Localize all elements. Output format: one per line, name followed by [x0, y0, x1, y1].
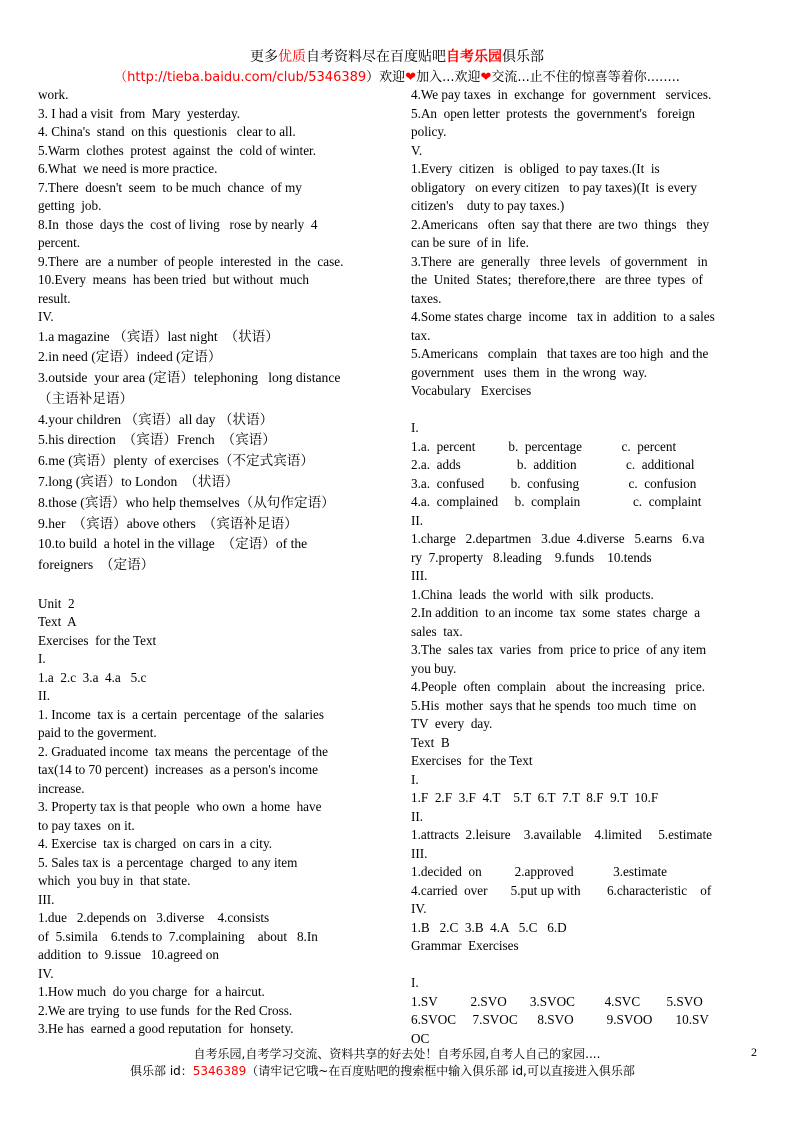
text-line: 4. China's stand on this questionis clear to all.	[38, 124, 296, 139]
header-text: ）欢迎	[366, 70, 406, 85]
header-text: 加入...欢迎	[416, 70, 481, 85]
right-column	[411, 86, 761, 1048]
text-line: 6.What we need is more practice.	[38, 161, 218, 176]
text-line: III.	[411, 845, 428, 861]
text-line: of 5.simila 6.tends to 7.complaining about 8.In	[38, 928, 318, 944]
text-line: the United States; therefore,there are three types of	[411, 272, 703, 287]
text-line: foreigners （定语）	[38, 557, 155, 573]
text-line: 1.Every citizen is obliged to pay taxes.(It is	[411, 161, 660, 176]
header-club-link[interactable]: http://tieba.baidu.com/club/5346389	[127, 70, 367, 85]
footer-club-id: 5346389	[192, 1064, 247, 1078]
text-line: 1.decided on 2.approved 3.estimate	[411, 864, 667, 879]
text-line: policy.	[411, 124, 447, 139]
text-line: 2.Americans often say that there are two things they	[411, 216, 710, 232]
text-line: 8.those (宾语）who help themselves（从句作定语）	[38, 494, 335, 510]
text-line: percent.	[38, 235, 81, 250]
text-line: Text B	[411, 734, 450, 750]
text-line: 9.her （宾语）above others （宾语补足语）	[38, 515, 298, 531]
header-highlight-youzhi: 优质	[278, 49, 306, 65]
text-line: tax(14 to 70 percent) increases as a person's income	[38, 762, 318, 778]
text-line: 1.China leads the world with silk products.	[411, 586, 654, 602]
header-text: 更多	[250, 49, 278, 65]
text-line: 4. Exercise tax is charged on cars in a city.	[38, 836, 272, 852]
text-line: 7.long (宾语）to London （状语）	[38, 474, 239, 490]
text-line: Exercises for the Text	[38, 632, 157, 648]
header-bracket: （	[114, 70, 128, 85]
text-line: 4.carried over 5.put up with 6.characteristic of	[411, 882, 712, 898]
text-line: 4.We pay taxes in exchange for government services.	[411, 87, 712, 102]
text-line: 8.In those days the cost of living rose by nearly 4	[38, 216, 318, 232]
text-line: 2.We are trying to use funds for the Red Cross.	[38, 1002, 293, 1018]
text-line: Grammar Exercises	[411, 938, 519, 953]
text-line: 1.a magazine （宾语）last night （状语）	[38, 328, 279, 344]
text-line: to pay taxes on it.	[38, 817, 135, 833]
text-line: 1.charge 2.departmen 3.due 4.diverse 5.earns 6.va	[411, 531, 705, 546]
text-line: government uses them in the wrong way.	[411, 364, 648, 380]
text-line: 5.An open letter protests the government's foreign	[411, 105, 696, 121]
text-line: 9.There are a number of people interested in the case.	[38, 253, 344, 269]
text-line: Exercises for the Text	[411, 753, 533, 768]
text-line: 3. Property tax is that people who own a home have	[38, 799, 322, 815]
text-line: you buy.	[411, 660, 457, 676]
text-line: 1.a 2.c 3.a 4.a 5.c	[38, 669, 147, 685]
text-line: 5. Sales tax is a percentage charged to any item	[38, 854, 298, 870]
text-line: II.	[411, 512, 424, 528]
text-line: 6.SVOC 7.SVOC 8.SVO 9.SVOO 10.SV	[411, 1012, 709, 1027]
page-number: 2	[751, 1045, 757, 1059]
text-line: 4.a. complained b. complain c. complaint	[411, 494, 702, 509]
text-line: 4.your children （宾语）all day （状语）	[38, 411, 274, 427]
text-line: 3.There are generally three levels of government in	[411, 253, 708, 269]
text-line: citizen's duty to pay taxes.)	[411, 198, 565, 213]
text-line: getting job.	[38, 198, 102, 213]
text-line: work.	[38, 87, 69, 102]
text-line: 1.F 2.F 3.F 4.T 5.T 6.T 7.T 8.F 9.T 10.F	[411, 790, 659, 805]
text-line: 4.Some states charge income tax in addition to a sales	[411, 309, 715, 324]
text-line: addition to 9.issue 10.agreed on	[38, 947, 219, 963]
footer-line-2	[130, 1062, 635, 1079]
text-line: （主语补足语）	[38, 390, 134, 406]
text-line: Vocabulary Exercises	[411, 383, 532, 398]
text-line: TV every day.	[411, 716, 493, 731]
text-line: IV.	[38, 965, 54, 981]
text-line: 7.There doesn't seem to be much chance of my	[38, 179, 302, 195]
text-line: ry 7.property 8.leading 9.funds 10.tends	[411, 549, 652, 565]
text-line: IV.	[38, 309, 54, 324]
text-line: 2. Graduated income tax means the percentage of the	[38, 743, 329, 759]
text-line: 1.SV 2.SVO 3.SVOC 4.SVC 5.SVO	[411, 993, 703, 1009]
text-line: II.	[38, 688, 51, 704]
text-line: II.	[411, 808, 424, 824]
text-line: 1.How much do you charge for a haircut.	[38, 984, 265, 1000]
text-line: which you buy in that state.	[38, 873, 191, 889]
text-line: 5.Warm clothes protest against the cold of winter.	[38, 142, 317, 158]
text-line	[38, 576, 388, 595]
text-line: OC	[411, 1030, 430, 1046]
text-line: III.	[38, 891, 55, 907]
footer-club-id-label: 俱乐部 id：	[130, 1064, 193, 1078]
text-line: 2.in need (定语）indeed (定语）	[38, 349, 222, 365]
text-line: Text A	[38, 614, 77, 630]
header-text: 自考资料尽在百度贴吧	[306, 49, 446, 65]
text-line	[411, 401, 761, 420]
text-line: 1.B 2.C 3.B 4.A 5.C 6.D	[411, 919, 567, 935]
text-line: 3. I had a visit from Mary yesterday.	[38, 105, 241, 121]
text-line: result.	[38, 290, 71, 306]
header-highlight-club-name: 自考乐园	[446, 49, 502, 65]
text-line: I.	[411, 771, 419, 787]
header-line-2	[0, 66, 794, 85]
text-line: 10.Every means has been tried but without much	[38, 272, 310, 287]
text-line: increase.	[38, 780, 85, 796]
heart-icon: ❤	[405, 70, 417, 85]
text-line: sales tax.	[411, 623, 463, 639]
heart-icon: ❤	[480, 70, 492, 85]
header-text: 交流...止不住的惊喜等着你........	[491, 70, 680, 85]
text-line: can be sure of in life.	[411, 235, 529, 250]
text-line: I.	[411, 975, 419, 990]
text-line: I.	[38, 651, 46, 667]
text-line: V.	[411, 142, 423, 158]
text-line: paid to the goverment.	[38, 725, 157, 741]
text-line: 1.a. percent b. percentage c. percent	[411, 438, 677, 454]
text-line: 4.People often complain about the increasing price.	[411, 679, 706, 694]
text-line: 3.a. confused b. confusing c. confusion	[411, 475, 697, 491]
text-line: 10.to build a hotel in the village （定语）of the	[38, 536, 308, 552]
text-line: 2.a. adds b. addition c. additional	[411, 457, 695, 472]
text-line: I.	[411, 420, 419, 435]
text-line: III.	[411, 568, 428, 583]
text-line	[411, 956, 761, 975]
header-line-1	[0, 46, 794, 66]
text-line: obligatory on every citizen to pay taxes)(It is every	[411, 179, 697, 195]
text-line: 2.In addition to an income tax some states charge a	[411, 605, 701, 620]
text-line: Unit 2	[38, 595, 75, 611]
text-line: 5.his direction （宾语）French （宾语）	[38, 432, 276, 448]
text-line: 5.His mother says that he spends too much time on	[411, 697, 697, 713]
text-line: 5.Americans complain that taxes are too high and the	[411, 346, 709, 361]
text-line: 1.due 2.depends on 3.diverse 4.consists	[38, 910, 270, 926]
text-line: 3.He has earned a good reputation for honsety.	[38, 1021, 294, 1037]
text-line: IV.	[411, 901, 427, 916]
text-line: 3.The sales tax varies from price to price of any item	[411, 642, 707, 657]
text-line: 1. Income tax is a certain percentage of the salaries	[38, 706, 324, 722]
header-text: 俱乐部	[502, 49, 544, 65]
left-column	[38, 86, 388, 1039]
text-line: 6.me (宾语）plenty of exercises（不定式宾语）	[38, 453, 314, 469]
text-line: 3.outside your area (定语）telephoning long distance	[38, 370, 341, 386]
text-line: taxes.	[411, 290, 442, 306]
footer-line-1: 自考乐园,自考学习交流、资料共享的好去处！自考乐园,自考人自己的家园....	[193, 1047, 601, 1061]
text-line: 1.attracts 2.leisure 3.available 4.limited 5.estimate	[411, 827, 713, 842]
text-line: tax.	[411, 327, 431, 343]
footer-instructions: （请牢记它哦~在百度贴吧的搜索框中输入俱乐部 id,可以直接进入俱乐部	[246, 1064, 635, 1078]
